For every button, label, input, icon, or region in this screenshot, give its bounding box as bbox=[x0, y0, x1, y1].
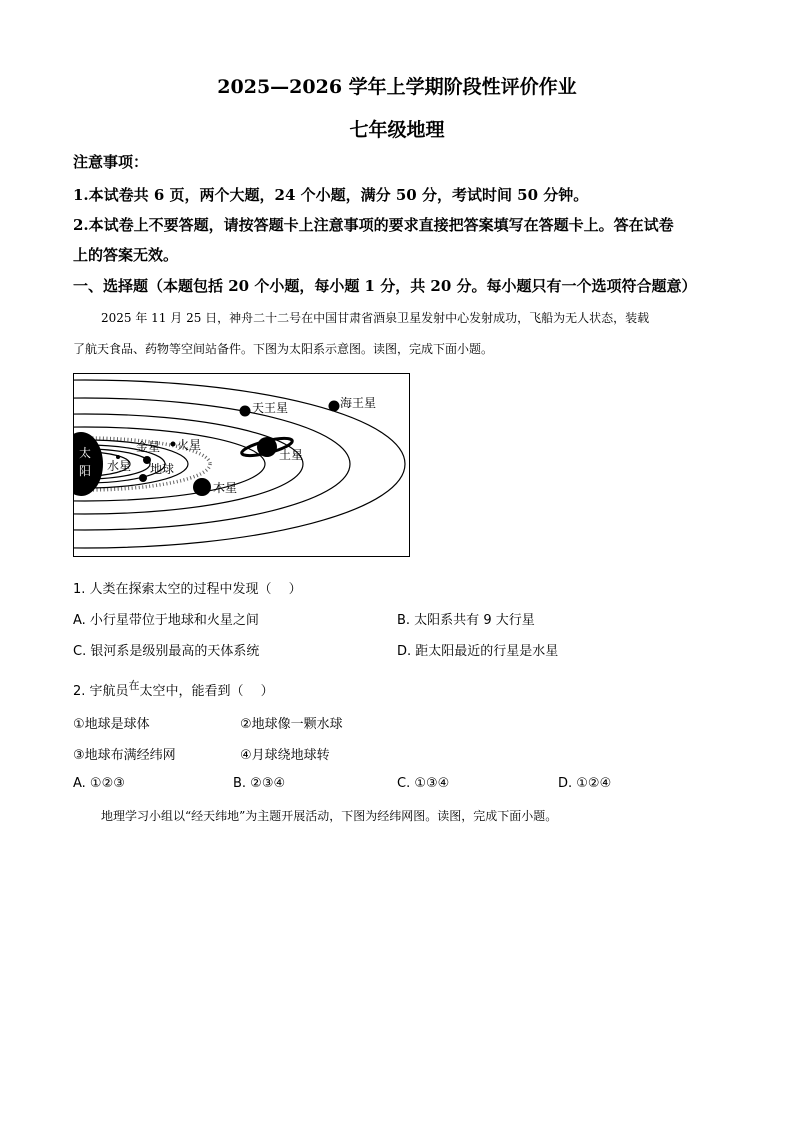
notice-item-1: 1.本试卷共 6 页，两个大题，24 个小题，满分 50 分，考试时间 50 分钟。 bbox=[73, 186, 589, 204]
sun-label-top: 太 bbox=[79, 446, 92, 460]
venus-label: 金星 bbox=[136, 440, 161, 454]
neptune-label: 海王星 bbox=[340, 396, 377, 410]
mars-planet bbox=[171, 442, 176, 447]
earth-label: 地球 bbox=[150, 462, 175, 476]
question-2-statement-4: ④月球绕地球转 bbox=[240, 748, 330, 763]
question-1-stem: 1. 人类在探索太空的过程中发现（ ） bbox=[73, 582, 302, 597]
saturn-label: 土星 bbox=[279, 448, 304, 462]
question-2-stem-end: 太空中，能看到（ ） bbox=[139, 684, 274, 699]
passage-2-line-1: 地理学习小组以“经天纬地”为主题开展活动，下图为经纬网图。读图，完成下面小题。 bbox=[101, 809, 558, 823]
question-2-option-a[interactable]: A. ①②③ bbox=[73, 776, 125, 791]
question-1-option-d[interactable]: D. 距太阳最近的行星是水星 bbox=[397, 644, 559, 659]
jupiter-label: 木星 bbox=[213, 481, 238, 495]
page-subtitle: 七年级地理 bbox=[349, 119, 445, 141]
question-1-option-c[interactable]: C. 银河系是级别最高的天体系统 bbox=[73, 644, 260, 659]
notice-item-2-line-2: 上的答案无效。 bbox=[73, 246, 179, 264]
question-1-option-b[interactable]: B. 太阳系共有 9 大行星 bbox=[397, 613, 535, 628]
mercury-label: 水星 bbox=[107, 459, 132, 473]
passage-1-line-1: 2025 年 11 月 25 日，神舟二十二号在中国甘肃省酒泉卫星发射中心发射成功，飞船为无人状态，装载 bbox=[101, 311, 650, 325]
passage-1-line-2: 了航天食品、药物等空间站备件。下图为太阳系示意图。读图，完成下面小题。 bbox=[73, 342, 494, 356]
solar-system-figure bbox=[73, 373, 410, 557]
uranus-label: 天王星 bbox=[252, 401, 289, 415]
notice-item-2-line-1: 2.本试卷上不要答题，请按答题卡上注意事项的要求直接把答案填写在答题卡上。答在试卷 bbox=[73, 216, 674, 234]
notice-heading: 注意事项： bbox=[73, 153, 149, 171]
section-1-heading: 一、选择题（本题包括 20 个小题，每小题 1 分，共 20 分。每小题只有一个选项符合题意） bbox=[73, 277, 697, 295]
uranus-planet bbox=[240, 406, 251, 417]
mars-label: 火星 bbox=[177, 438, 202, 452]
sun-label-bottom: 阳 bbox=[79, 464, 92, 478]
question-2-option-c[interactable]: C. ①③④ bbox=[397, 776, 450, 791]
question-2-statement-2: ②地球像一颗水球 bbox=[240, 717, 343, 732]
page-title: 2025—2026 学年上学期阶段性评价作业 bbox=[217, 76, 577, 98]
question-2-statement-3: ③地球布满经纬网 bbox=[73, 748, 176, 763]
jupiter-planet bbox=[193, 478, 211, 496]
question-2-statement-1: ①地球是球体 bbox=[73, 717, 150, 732]
question-2-option-b[interactable]: B. ②③④ bbox=[233, 776, 286, 791]
question-1-option-a[interactable]: A. 小行星带位于地球和火星之间 bbox=[73, 613, 259, 628]
question-2-stem-start: 2. 宇航员 bbox=[73, 684, 129, 699]
question-2-option-d[interactable]: D. ①②④ bbox=[558, 776, 612, 791]
earth-planet bbox=[139, 474, 147, 482]
question-2-stem bbox=[73, 680, 274, 699]
question-2-stem-raised: 在 bbox=[128, 679, 140, 692]
neptune-planet bbox=[329, 401, 340, 412]
